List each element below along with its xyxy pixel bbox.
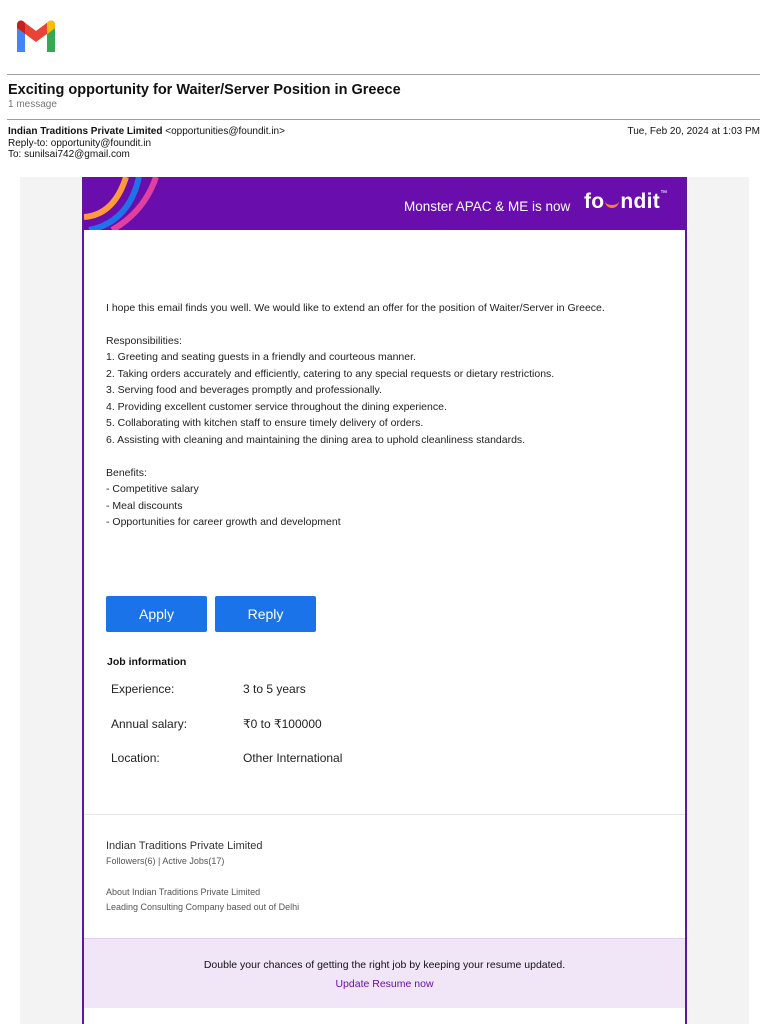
email-date: Tue, Feb 20, 2024 at 1:03 PM [627,126,760,137]
company-about [106,885,299,915]
email-subject: Exciting opportunity for Waiter/Server Position in Greece [8,82,401,98]
subject-divider [7,119,760,120]
footer-message: Double your chances of getting the right job by keeping your resume updated. [203,959,566,971]
job-info-label: Annual salary: [111,717,188,731]
job-info-value: Other International [243,751,343,765]
smile-icon [605,198,619,208]
job-info-value: 3 to 5 years [243,682,306,696]
benefits-list [106,481,341,531]
apply-button[interactable]: Apply [106,596,207,632]
about-text: Leading Consulting Company based out of Delhi [106,902,300,912]
foundit-banner [84,177,685,230]
foundit-logo: fo ndit™ [584,190,668,213]
section-divider [84,814,685,815]
benefits-heading: Benefits: [106,467,147,479]
about-title: About Indian Traditions Private Limited [106,887,261,897]
reply-button[interactable]: Reply [215,596,316,632]
email-header [8,126,285,161]
responsibilities-heading: Responsibilities: [106,335,182,347]
list-item: 5. Collaborating with kitchen staff to ensure timely delivery of orders. [106,417,424,429]
list-item: - Meal discounts [106,499,183,512]
gmail-logo-icon [14,20,58,54]
list-item: 3. Serving food and beverages promptly and professionally. [106,384,382,396]
update-resume-link[interactable]: Update Resume now [335,978,434,990]
job-info-row [111,682,306,696]
recipient: To: sunilsai742@gmail.com [8,149,130,160]
job-info-heading: Job information [107,656,187,668]
list-item: 6. Assisting with cleaning and maintaining the dining area to uphold cleanliness standards. [106,433,526,446]
decorative-curves-icon [84,177,174,230]
job-info-value: ₹0 to ₹100000 [243,717,322,731]
intro-paragraph: I hope this email finds you well. We would like to extend an offer for the position of Waiter/Server in Greece. [106,302,605,314]
sender-name[interactable]: Indian Traditions Private Limited [8,126,163,137]
list-item: - Opportunities for career growth and development [106,516,341,528]
list-item: 1. Greeting and seating guests in a friendly and courteous manner. [106,351,416,363]
job-info-label: Location: [111,751,160,765]
reply-to: Reply-to: opportunity@foundit.in [8,137,152,149]
list-item: - Competitive salary [106,483,199,495]
banner-tagline: Monster APAC & ME is now [404,199,571,214]
resume-footer [84,938,685,1008]
email-card [82,177,687,1024]
job-info-label: Experience: [111,682,175,696]
list-item: 2. Taking orders accurately and efficiently, catering to any special requests or dietary restrictions. [106,367,555,380]
list-item: 4. Providing excellent customer service throughout the dining experience. [106,400,447,413]
company-name[interactable]: Indian Traditions Private Limited [106,840,263,852]
header-divider [7,74,760,75]
company-stats: Followers(6) | Active Jobs(17) [106,856,225,866]
sender-email[interactable]: <opportunities@foundit.in> [165,126,285,137]
message-count: 1 message [8,99,57,110]
job-info-row [111,751,343,765]
job-info-row [111,717,322,731]
responsibilities-list [106,349,554,448]
